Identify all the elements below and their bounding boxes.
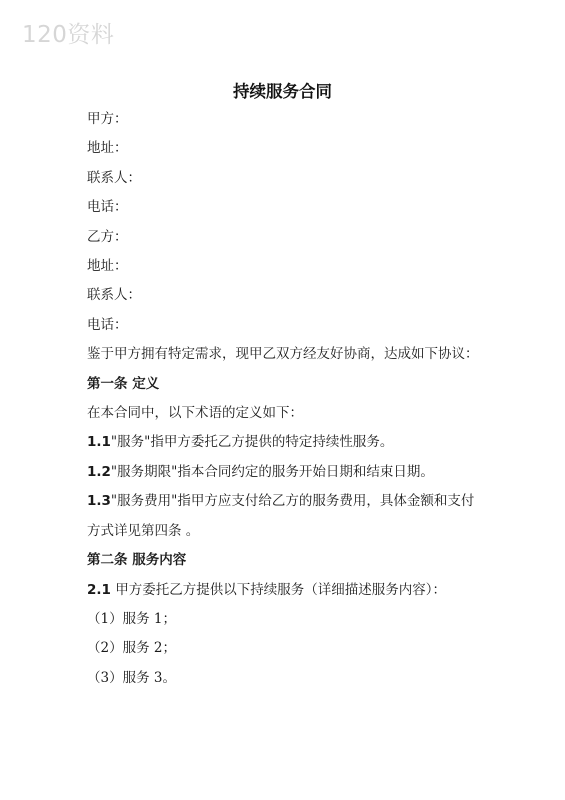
article-1-intro: 在本合同中，以下术语的定义如下： xyxy=(87,405,303,422)
service-list-item: （1）服务 1； xyxy=(87,610,176,627)
party-a-contact: 联系人： xyxy=(87,169,141,186)
clause-number: 2.1 xyxy=(87,581,111,598)
party-b-phone: 电话： xyxy=(87,316,128,333)
party-b-address: 地址： xyxy=(87,258,128,275)
article-1-item xyxy=(87,458,487,487)
clause-number: 1.2 xyxy=(87,463,111,480)
party-a-label: 甲方： xyxy=(87,111,128,127)
article-1-item xyxy=(87,487,487,546)
article-1-heading: 第一条 定义 xyxy=(87,375,160,392)
clause-text: 甲方委托乙方提供以下持续服务（详细描述服务内容）： xyxy=(110,581,446,598)
clause-text: "服务"指甲方委托乙方提供的特定持续性服务。 xyxy=(110,434,394,451)
article-1-item xyxy=(87,428,487,457)
party-b-contact: 联系人： xyxy=(87,287,141,304)
service-list-item: （3）服务 3。 xyxy=(87,669,176,686)
document-title: 持续服务合同 xyxy=(233,82,332,101)
clause-text: "服务费用"指甲方应支付给乙方的服务费用，具体金额和支付方式详见第四条 。 xyxy=(87,493,475,539)
clause-number: 1.1 xyxy=(87,434,111,451)
preamble-paragraph: 鉴于甲方拥有特定需求，现甲乙双方经友好协商，达成如下协议： xyxy=(87,346,479,363)
service-list-item: （2）服务 2； xyxy=(87,640,176,657)
watermark: 120资料 xyxy=(22,22,115,48)
clause-text: "服务期限"指本合同约定的服务开始日期和结束日期。 xyxy=(110,463,434,480)
party-a-phone: 电话： xyxy=(87,199,128,216)
party-a-address: 地址： xyxy=(87,140,128,157)
clause-number: 1.3 xyxy=(87,493,111,510)
document-body xyxy=(87,105,487,693)
party-b-label: 乙方： xyxy=(87,228,128,245)
article-2-heading: 第二条 服务内容 xyxy=(87,552,187,569)
article-2-intro xyxy=(87,576,487,605)
